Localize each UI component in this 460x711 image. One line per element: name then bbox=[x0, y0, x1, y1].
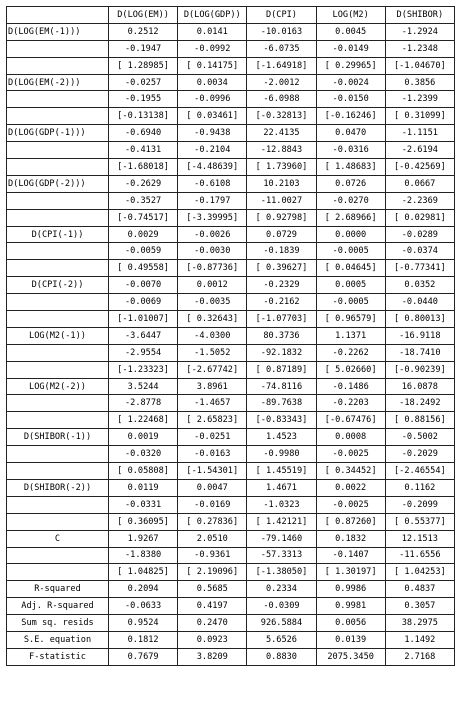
row-label-empty bbox=[7, 395, 109, 412]
table-row-statistic bbox=[7, 615, 455, 632]
table-row-std-error bbox=[7, 496, 455, 513]
stat-value-cell: 0.0139 bbox=[316, 631, 385, 648]
row-label: D(CPI(-2)) bbox=[7, 277, 109, 294]
t-stat-cell: [ 0.87189] bbox=[247, 361, 316, 378]
coefficient-cell: -0.2329 bbox=[247, 277, 316, 294]
std-error-cell: -0.2029 bbox=[385, 446, 454, 463]
row-label-empty bbox=[7, 513, 109, 530]
row-label-empty bbox=[7, 412, 109, 429]
row-label: D(LOG(EM(-1))) bbox=[7, 23, 109, 40]
row-label: LOG(M2(-1)) bbox=[7, 327, 109, 344]
coefficient-cell: -0.1486 bbox=[316, 378, 385, 395]
std-error-cell: -2.2369 bbox=[385, 192, 454, 209]
t-stat-cell: [-0.74517] bbox=[109, 209, 178, 226]
stat-value-cell: 0.2094 bbox=[109, 581, 178, 598]
coefficient-cell: 12.1513 bbox=[385, 530, 454, 547]
t-stat-cell: [ 1.42121] bbox=[247, 513, 316, 530]
t-stat-cell: [-3.39995] bbox=[178, 209, 247, 226]
table-row-coefficient bbox=[7, 378, 455, 395]
stat-value-cell: 0.9986 bbox=[316, 581, 385, 598]
t-stat-cell: [ 0.39627] bbox=[247, 260, 316, 277]
std-error-cell: -0.4131 bbox=[109, 142, 178, 159]
table-row-coefficient bbox=[7, 226, 455, 243]
t-stat-cell: [ 0.55377] bbox=[385, 513, 454, 530]
var-estimates-table bbox=[6, 6, 455, 666]
coefficient-cell: -1.1151 bbox=[385, 125, 454, 142]
std-error-cell: -2.6194 bbox=[385, 142, 454, 159]
t-stat-cell: [-1.64918] bbox=[247, 57, 316, 74]
table-row-std-error bbox=[7, 395, 455, 412]
coefficient-cell: 0.3856 bbox=[385, 74, 454, 91]
stat-value-cell: -0.0633 bbox=[109, 598, 178, 615]
t-stat-cell: [-0.87736] bbox=[178, 260, 247, 277]
t-stat-cell: [ 1.48683] bbox=[316, 159, 385, 176]
row-label: LOG(M2(-2)) bbox=[7, 378, 109, 395]
stat-value-cell: 0.2470 bbox=[178, 615, 247, 632]
t-stat-cell: [ 0.32643] bbox=[178, 311, 247, 328]
stat-value-cell: 0.0923 bbox=[178, 631, 247, 648]
table-row-coefficient bbox=[7, 125, 455, 142]
table-row-coefficient bbox=[7, 175, 455, 192]
std-error-cell: -0.0316 bbox=[316, 142, 385, 159]
t-stat-cell: [-1.01007] bbox=[109, 311, 178, 328]
coefficient-cell: -0.0026 bbox=[178, 226, 247, 243]
table-row-statistic bbox=[7, 631, 455, 648]
std-error-cell: -1.2399 bbox=[385, 91, 454, 108]
row-label-empty bbox=[7, 446, 109, 463]
std-error-cell: -0.1797 bbox=[178, 192, 247, 209]
t-stat-cell: [ 0.87260] bbox=[316, 513, 385, 530]
stat-label: R-squared bbox=[7, 581, 109, 598]
stat-label: Adj. R-squared bbox=[7, 598, 109, 615]
t-stat-cell: [-1.54301] bbox=[178, 463, 247, 480]
stat-value-cell: 0.9981 bbox=[316, 598, 385, 615]
table-row-t-stat bbox=[7, 513, 455, 530]
std-error-cell: -18.2492 bbox=[385, 395, 454, 412]
std-error-cell: -0.0320 bbox=[109, 446, 178, 463]
header-log-m2: LOG(M2) bbox=[316, 7, 385, 24]
table-row-statistic bbox=[7, 598, 455, 615]
coefficient-cell: 3.8961 bbox=[178, 378, 247, 395]
t-stat-cell: [ 5.02660] bbox=[316, 361, 385, 378]
row-label-empty bbox=[7, 192, 109, 209]
table-row-t-stat bbox=[7, 260, 455, 277]
t-stat-cell: [ 0.34452] bbox=[316, 463, 385, 480]
t-stat-cell: [ 0.88156] bbox=[385, 412, 454, 429]
table-row-coefficient bbox=[7, 479, 455, 496]
stat-value-cell: 0.4197 bbox=[178, 598, 247, 615]
table-row-t-stat bbox=[7, 108, 455, 125]
stat-label: Sum sq. resids bbox=[7, 615, 109, 632]
coefficient-cell: 0.0470 bbox=[316, 125, 385, 142]
table-body bbox=[7, 23, 455, 665]
table-row-std-error bbox=[7, 192, 455, 209]
row-label-empty bbox=[7, 311, 109, 328]
coefficient-cell: -10.0163 bbox=[247, 23, 316, 40]
std-error-cell: -0.0150 bbox=[316, 91, 385, 108]
coefficient-cell: -0.0257 bbox=[109, 74, 178, 91]
t-stat-cell: [ 0.36095] bbox=[109, 513, 178, 530]
table-row-t-stat bbox=[7, 463, 455, 480]
row-label: C bbox=[7, 530, 109, 547]
row-label: D(LOG(GDP(-2))) bbox=[7, 175, 109, 192]
table-row-coefficient bbox=[7, 74, 455, 91]
t-stat-cell: [ 1.73960] bbox=[247, 159, 316, 176]
table-row-t-stat bbox=[7, 412, 455, 429]
std-error-cell: -92.1832 bbox=[247, 344, 316, 361]
std-error-cell: -1.2348 bbox=[385, 40, 454, 57]
t-stat-cell: [ 2.68966] bbox=[316, 209, 385, 226]
std-error-cell: -0.0440 bbox=[385, 294, 454, 311]
t-stat-cell: [ 0.49558] bbox=[109, 260, 178, 277]
t-stat-cell: [ 2.65823] bbox=[178, 412, 247, 429]
coefficient-cell: -0.0251 bbox=[178, 429, 247, 446]
std-error-cell: -0.9980 bbox=[247, 446, 316, 463]
header-corner-cell bbox=[7, 7, 109, 24]
coefficient-cell: -0.2629 bbox=[109, 175, 178, 192]
std-error-cell: -0.0025 bbox=[316, 446, 385, 463]
row-label: D(LOG(EM(-2))) bbox=[7, 74, 109, 91]
stat-label: F-statistic bbox=[7, 648, 109, 665]
coefficient-cell: -1.2924 bbox=[385, 23, 454, 40]
table-row-std-error bbox=[7, 91, 455, 108]
std-error-cell: -0.0149 bbox=[316, 40, 385, 57]
std-error-cell: -0.0331 bbox=[109, 496, 178, 513]
coefficient-cell: 0.0141 bbox=[178, 23, 247, 40]
coefficient-cell: 10.2103 bbox=[247, 175, 316, 192]
stat-value-cell: 2075.3450 bbox=[316, 648, 385, 665]
table-row-coefficient bbox=[7, 327, 455, 344]
table-row-coefficient bbox=[7, 530, 455, 547]
table-row-std-error bbox=[7, 142, 455, 159]
t-stat-cell: [ 0.27836] bbox=[178, 513, 247, 530]
coefficient-cell: -0.9438 bbox=[178, 125, 247, 142]
t-stat-cell: [-0.90239] bbox=[385, 361, 454, 378]
stat-value-cell: 0.3057 bbox=[385, 598, 454, 615]
stat-value-cell: 0.7679 bbox=[109, 648, 178, 665]
coefficient-cell: 0.1162 bbox=[385, 479, 454, 496]
table-row-std-error bbox=[7, 547, 455, 564]
table-row-t-stat bbox=[7, 361, 455, 378]
row-label-empty bbox=[7, 91, 109, 108]
std-error-cell: -0.2104 bbox=[178, 142, 247, 159]
std-error-cell: -0.0005 bbox=[316, 243, 385, 260]
std-error-cell: -0.0169 bbox=[178, 496, 247, 513]
t-stat-cell: [-2.46554] bbox=[385, 463, 454, 480]
std-error-cell: -0.0374 bbox=[385, 243, 454, 260]
std-error-cell: -2.9554 bbox=[109, 344, 178, 361]
stat-value-cell: 5.6526 bbox=[247, 631, 316, 648]
std-error-cell: -0.3527 bbox=[109, 192, 178, 209]
coefficient-cell: 0.0008 bbox=[316, 429, 385, 446]
stat-value-cell: 0.1812 bbox=[109, 631, 178, 648]
coefficient-cell: 0.2512 bbox=[109, 23, 178, 40]
header-row bbox=[7, 7, 455, 24]
coefficient-cell: 0.0726 bbox=[316, 175, 385, 192]
stat-value-cell: 38.2975 bbox=[385, 615, 454, 632]
std-error-cell: -0.0992 bbox=[178, 40, 247, 57]
std-error-cell: -2.8778 bbox=[109, 395, 178, 412]
stat-value-cell: -0.0309 bbox=[247, 598, 316, 615]
coefficient-cell: -74.8116 bbox=[247, 378, 316, 395]
coefficient-cell: -0.6108 bbox=[178, 175, 247, 192]
std-error-cell: -0.0270 bbox=[316, 192, 385, 209]
t-stat-cell: [ 0.14175] bbox=[178, 57, 247, 74]
std-error-cell: -1.5052 bbox=[178, 344, 247, 361]
row-label-empty bbox=[7, 40, 109, 57]
coefficient-cell: 80.3736 bbox=[247, 327, 316, 344]
row-label-empty bbox=[7, 209, 109, 226]
std-error-cell: -0.2099 bbox=[385, 496, 454, 513]
stat-value-cell: 2.7168 bbox=[385, 648, 454, 665]
coefficient-cell: 0.0667 bbox=[385, 175, 454, 192]
table-row-coefficient bbox=[7, 277, 455, 294]
std-error-cell: -89.7638 bbox=[247, 395, 316, 412]
std-error-cell: -1.0323 bbox=[247, 496, 316, 513]
t-stat-cell: [ 0.80013] bbox=[385, 311, 454, 328]
coefficient-cell: 0.0729 bbox=[247, 226, 316, 243]
row-label-empty bbox=[7, 159, 109, 176]
table-row-std-error bbox=[7, 344, 455, 361]
table-row-coefficient bbox=[7, 23, 455, 40]
coefficient-cell: 1.4671 bbox=[247, 479, 316, 496]
header-d-cpi: D(CPI) bbox=[247, 7, 316, 24]
row-label: D(LOG(GDP(-1))) bbox=[7, 125, 109, 142]
stat-label: S.E. equation bbox=[7, 631, 109, 648]
stat-value-cell: 3.8209 bbox=[178, 648, 247, 665]
coefficient-cell: 0.0005 bbox=[316, 277, 385, 294]
row-label-empty bbox=[7, 260, 109, 277]
var-estimates-table-container bbox=[6, 6, 454, 666]
coefficient-cell: -4.0300 bbox=[178, 327, 247, 344]
t-stat-cell: [ 1.45519] bbox=[247, 463, 316, 480]
coefficient-cell: 22.4135 bbox=[247, 125, 316, 142]
table-row-statistic bbox=[7, 581, 455, 598]
coefficient-cell: 3.5244 bbox=[109, 378, 178, 395]
table-row-t-stat bbox=[7, 209, 455, 226]
std-error-cell: -0.1947 bbox=[109, 40, 178, 57]
std-error-cell: -0.0059 bbox=[109, 243, 178, 260]
coefficient-cell: 0.0012 bbox=[178, 277, 247, 294]
stat-value-cell: 0.4837 bbox=[385, 581, 454, 598]
t-stat-cell: [-4.48639] bbox=[178, 159, 247, 176]
t-stat-cell: [ 0.96579] bbox=[316, 311, 385, 328]
t-stat-cell: [-0.32813] bbox=[247, 108, 316, 125]
coefficient-cell: 1.9267 bbox=[109, 530, 178, 547]
stat-value-cell: 0.8830 bbox=[247, 648, 316, 665]
std-error-cell: -1.4657 bbox=[178, 395, 247, 412]
table-row-std-error bbox=[7, 446, 455, 463]
std-error-cell: -0.0030 bbox=[178, 243, 247, 260]
t-stat-cell: [ 0.02981] bbox=[385, 209, 454, 226]
coefficient-cell: 0.0029 bbox=[109, 226, 178, 243]
std-error-cell: -0.0996 bbox=[178, 91, 247, 108]
std-error-cell: -0.2262 bbox=[316, 344, 385, 361]
coefficient-cell: 1.1371 bbox=[316, 327, 385, 344]
coefficient-cell: 0.0047 bbox=[178, 479, 247, 496]
std-error-cell: -0.9361 bbox=[178, 547, 247, 564]
row-label-empty bbox=[7, 108, 109, 125]
t-stat-cell: [-0.16246] bbox=[316, 108, 385, 125]
std-error-cell: -18.7410 bbox=[385, 344, 454, 361]
std-error-cell: -0.1407 bbox=[316, 547, 385, 564]
coefficient-cell: -0.0289 bbox=[385, 226, 454, 243]
table-row-std-error bbox=[7, 40, 455, 57]
row-label: D(CPI(-1)) bbox=[7, 226, 109, 243]
t-stat-cell: [ 0.03461] bbox=[178, 108, 247, 125]
row-label-empty bbox=[7, 564, 109, 581]
table-row-t-stat bbox=[7, 159, 455, 176]
std-error-cell: -11.6556 bbox=[385, 547, 454, 564]
stat-value-cell: 0.9524 bbox=[109, 615, 178, 632]
stat-value-cell: 1.1492 bbox=[385, 631, 454, 648]
t-stat-cell: [ 2.19096] bbox=[178, 564, 247, 581]
std-error-cell: -0.1839 bbox=[247, 243, 316, 260]
t-stat-cell: [ 0.92798] bbox=[247, 209, 316, 226]
stat-value-cell: 0.0056 bbox=[316, 615, 385, 632]
t-stat-cell: [ 0.31099] bbox=[385, 108, 454, 125]
row-label-empty bbox=[7, 547, 109, 564]
t-stat-cell: [-0.67476] bbox=[316, 412, 385, 429]
t-stat-cell: [ 1.22468] bbox=[109, 412, 178, 429]
table-row-coefficient bbox=[7, 429, 455, 446]
coefficient-cell: -16.9118 bbox=[385, 327, 454, 344]
coefficient-cell: -2.0012 bbox=[247, 74, 316, 91]
coefficient-cell: 0.0019 bbox=[109, 429, 178, 446]
std-error-cell: -57.3313 bbox=[247, 547, 316, 564]
coefficient-cell: 0.0045 bbox=[316, 23, 385, 40]
std-error-cell: -0.0035 bbox=[178, 294, 247, 311]
row-label: D(SHIBOR(-2)) bbox=[7, 479, 109, 496]
t-stat-cell: [-1.04670] bbox=[385, 57, 454, 74]
row-label-empty bbox=[7, 243, 109, 260]
coefficient-cell: 0.0119 bbox=[109, 479, 178, 496]
t-stat-cell: [ 0.04645] bbox=[316, 260, 385, 277]
row-label-empty bbox=[7, 142, 109, 159]
coefficient-cell: 2.0510 bbox=[178, 530, 247, 547]
std-error-cell: -0.0163 bbox=[178, 446, 247, 463]
t-stat-cell: [-0.13138] bbox=[109, 108, 178, 125]
coefficient-cell: -0.6940 bbox=[109, 125, 178, 142]
coefficient-cell: 0.0000 bbox=[316, 226, 385, 243]
table-row-std-error bbox=[7, 243, 455, 260]
t-stat-cell: [-1.07703] bbox=[247, 311, 316, 328]
row-label-empty bbox=[7, 344, 109, 361]
std-error-cell: -6.0988 bbox=[247, 91, 316, 108]
row-label: D(SHIBOR(-1)) bbox=[7, 429, 109, 446]
coefficient-cell: 16.0878 bbox=[385, 378, 454, 395]
stat-value-cell: 926.5884 bbox=[247, 615, 316, 632]
stat-value-cell: 0.2334 bbox=[247, 581, 316, 598]
t-stat-cell: [ 1.04825] bbox=[109, 564, 178, 581]
coefficient-cell: 0.1832 bbox=[316, 530, 385, 547]
row-label-empty bbox=[7, 463, 109, 480]
std-error-cell: -11.0027 bbox=[247, 192, 316, 209]
t-stat-cell: [-2.67742] bbox=[178, 361, 247, 378]
coefficient-cell: 0.0352 bbox=[385, 277, 454, 294]
stat-value-cell: 0.5685 bbox=[178, 581, 247, 598]
t-stat-cell: [-1.23323] bbox=[109, 361, 178, 378]
std-error-cell: -0.2162 bbox=[247, 294, 316, 311]
t-stat-cell: [ 1.28985] bbox=[109, 57, 178, 74]
std-error-cell: -0.2203 bbox=[316, 395, 385, 412]
table-row-t-stat bbox=[7, 57, 455, 74]
header-d-shibor: D(SHIBOR) bbox=[385, 7, 454, 24]
t-stat-cell: [ 0.05808] bbox=[109, 463, 178, 480]
std-error-cell: -1.8380 bbox=[109, 547, 178, 564]
t-stat-cell: [-0.83343] bbox=[247, 412, 316, 429]
coefficient-cell: -0.0070 bbox=[109, 277, 178, 294]
std-error-cell: -0.0005 bbox=[316, 294, 385, 311]
std-error-cell: -0.0069 bbox=[109, 294, 178, 311]
table-row-t-stat bbox=[7, 311, 455, 328]
t-stat-cell: [ 0.29965] bbox=[316, 57, 385, 74]
table-row-statistic bbox=[7, 648, 455, 665]
std-error-cell: -6.0735 bbox=[247, 40, 316, 57]
coefficient-cell: 0.0034 bbox=[178, 74, 247, 91]
std-error-cell: -0.1955 bbox=[109, 91, 178, 108]
header-dlog-gdp: D(LOG(GDP)) bbox=[178, 7, 247, 24]
table-row-std-error bbox=[7, 294, 455, 311]
t-stat-cell: [-1.68018] bbox=[109, 159, 178, 176]
table-row-t-stat bbox=[7, 564, 455, 581]
row-label-empty bbox=[7, 294, 109, 311]
t-stat-cell: [-1.38050] bbox=[247, 564, 316, 581]
header-dlog-em: D(LOG(EM)) bbox=[109, 7, 178, 24]
row-label-empty bbox=[7, 57, 109, 74]
row-label-empty bbox=[7, 496, 109, 513]
coefficient-cell: -3.6447 bbox=[109, 327, 178, 344]
coefficient-cell: 0.0022 bbox=[316, 479, 385, 496]
coefficient-cell: -0.5002 bbox=[385, 429, 454, 446]
coefficient-cell: -0.0024 bbox=[316, 74, 385, 91]
coefficient-cell: -79.1460 bbox=[247, 530, 316, 547]
t-stat-cell: [ 1.30197] bbox=[316, 564, 385, 581]
coefficient-cell: 1.4523 bbox=[247, 429, 316, 446]
row-label-empty bbox=[7, 361, 109, 378]
std-error-cell: -12.8843 bbox=[247, 142, 316, 159]
t-stat-cell: [ 1.04253] bbox=[385, 564, 454, 581]
std-error-cell: -0.0025 bbox=[316, 496, 385, 513]
t-stat-cell: [-0.77341] bbox=[385, 260, 454, 277]
t-stat-cell: [-0.42569] bbox=[385, 159, 454, 176]
